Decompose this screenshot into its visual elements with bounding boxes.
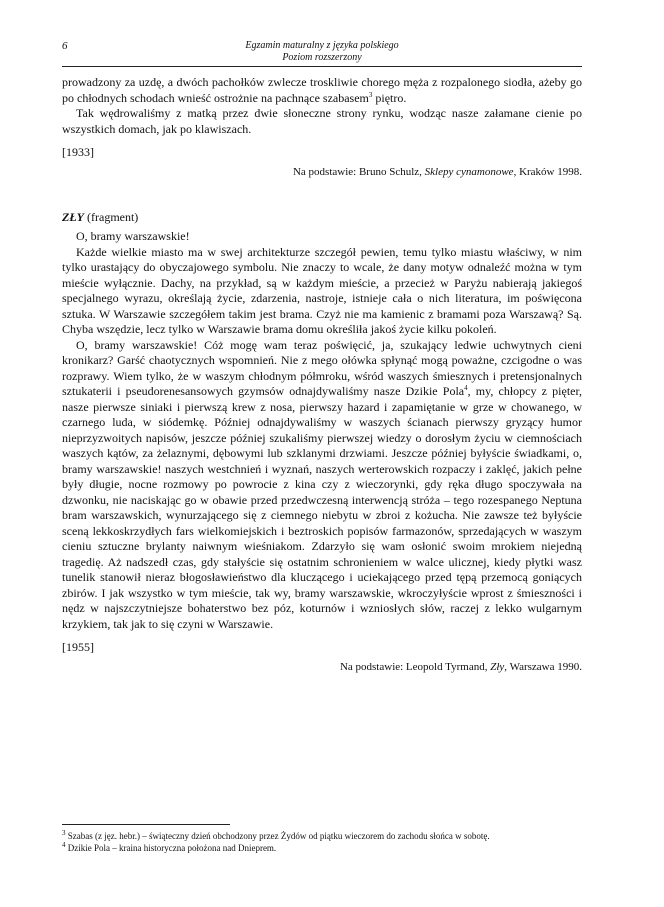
footnote-4 [62,840,582,855]
footnote-3-number: 3 [62,829,66,837]
schulz-source-suffix: , Kraków 1998. [513,166,582,178]
schulz-source-prefix: Na podstawie: Bruno Schulz, [292,166,425,178]
footnote-rule [62,824,230,825]
tyrmand-paragraph-1: O, bramy warszawskie! [76,229,190,243]
page-number: 6 [62,40,68,52]
header-title-line1: Egzamin maturalny z języka polskiego [245,40,399,51]
schulz-source [62,166,582,178]
tyrmand-paragraph-3-start: O, bramy warszawskie! Cóż mogę wam teraz poświęcić, ja, szukający ledwie uchwytnych cieni kronikarz? Garść chaotycznych wspomnień. Nie z mego ołówka spłynąć mogą poważne, czcigodne o was rozprawy. Wiem tylko, że w waszym chłodnym półmroku, wśród waszych śmiesznych i pretensjonalnych sztukaterii i pseudorenesansowych gzymsów odnajdywaliśmy nasze Dzikie Pola [62,337,582,398]
tyrmand-paragraph-3-rest: , my, chłopcy z pięter, nasze pierwsze siniaki i pierwszą krew z nosa, pierwszy hazard i zapamiętanie w grze w chowanego, w czarnego luda, w siódemkę. Później odnajdywaliśmy w waszych ścianach pierwszy gryzący humor nieprzyzwoitych napisów, jeszcze później szukaliśmy pierwszej wiedzy o dorosłym życiu w ciemnościach waszych kątów, za żelaznymi, dębowymi lub szklanymi drzwiami. Jeszcze później byłyście świadkami, o, bramy warszawskie! naszych westchnień i wyznań, naszych werterowskich rozpaczy i zaklęć, jakich pełne były długie, nocne rozmowy po powrocie z kina czy z wieczorynki, gdy ręka długo spoczywała na dzwonku, nie naciskając go w obawie przed przedwczesną interwencją stróża – tego rozespanego Neptuna bram warszawskich, wynurzającego się z ciemnego niebytu w zbroi z kożucha. Nie zawsze też byłyście sceną lekkoskrzydłych fars wielkomiejskich i beztroskich popisów farmazonów, sprzedających w waszym cieniu sztuczne brylanty naiwnym wieśniakom. Zdarzyło się wam osłonić swoim mrokiem niejedną tragedię. Aż nadszedł czas, gdy stałyście się ostatnim schronieniem w walce ulicznej, kiedy płytki wasz tunelik stanowił nieraz błogosławieństwo dla kluczącego i uciekającego przed tępą przemocą goniących zbirów. I jak wszystko w tym mieście, tak wy, bramy warszawskie, wkroczyłyście wprost z śmieszności i nędz w najszczytniejsze bohaterstwo bez póz, koturnów i wzniosłych słów, raczej z lekko wulgarnym krzykiem, tak jak to się czyni w Warszawie. [62,384,582,631]
schulz-excerpt [62,75,582,178]
tyrmand-source-suffix: , Warszawa 1990. [504,661,582,673]
tyrmand-paragraph-3 [62,338,582,633]
footnote-3-text: Szabas (z jęz. hebr.) – świąteczny dzień obchodzony przez Żydów od piątku wieczorem do zachodu słońca w sobotę. [65,831,490,841]
tyrmand-source [62,661,582,673]
schulz-paragraph-1-end: piętro. [372,90,407,105]
schulz-paragraph-2: Tak wędrowaliśmy z matką przez dwie słoneczne strony rynku, wodząc nasze załamane cienie po wszystkich domach, jak po klawiszach. [62,106,582,136]
tyrmand-title-text: ZŁY [62,210,84,224]
schulz-year: [1933] [62,145,94,159]
footnote-4-number: 4 [62,840,66,849]
tyrmand-title-note: (fragment) [84,210,139,224]
header-rule [62,66,582,67]
tyrmand-paragraph-2: Każde wielkie miasto ma w swej architekturze szczegół pewien, temu tylko miastu właściwy, w nim tylko urastający do obyczajowego symbolu. Nie znaczy to wcale, że dany motyw odnaleźć można w tym mieście wyłącznie. Dachy, na przykład, są w każdym mieście, a przecież w Paryżu nabierają jakiegoś specjalnego wyrazu, określają życie, zdarzenia, nastroje, istnieje cała o nich literatura, im poświęcona sztuka. W Warszawie szczegółem takim jest brama. Czyż nie ma kamienic z bramami poza Warszawą? Są. Chyba wszędzie, lecz tylko w Warszawie brama domu określiła jakoś życie kilku pokoleń. [62,244,582,336]
tyrmand-source-prefix: Na podstawie: Leopold Tyrmand, [339,661,491,673]
footnote-3 [62,831,582,843]
header-title [62,40,582,64]
footnote-4-text: Dzikie Pola – kraina historyczna położona nad Dnieprem. [65,842,277,853]
tyrmand-year: [1955] [62,640,94,654]
header-title-line2: Poziom rozszerzony [282,52,362,63]
page-header [62,0,582,66]
exam-page [62,0,582,673]
schulz-paragraph-1-text: prowadzony za uzdę, a dwóch pachołków zwlecze troskliwie chorego męża z rozpalonego siodła, ażeby go po chłodnych schodach wnieść ostrożnie na pachnące szabasem [62,75,582,105]
tyrmand-title [62,210,582,225]
schulz-paragraph-1 [62,75,582,106]
schulz-source-work: Sklepy cynamonowe [424,166,514,178]
footnote-ref-4: 4 [464,384,468,392]
tyrmand-source-work: Zły [490,661,505,673]
footnotes [62,831,582,854]
tyrmand-excerpt [62,210,582,673]
footnote-ref-3: 3 [368,90,373,99]
